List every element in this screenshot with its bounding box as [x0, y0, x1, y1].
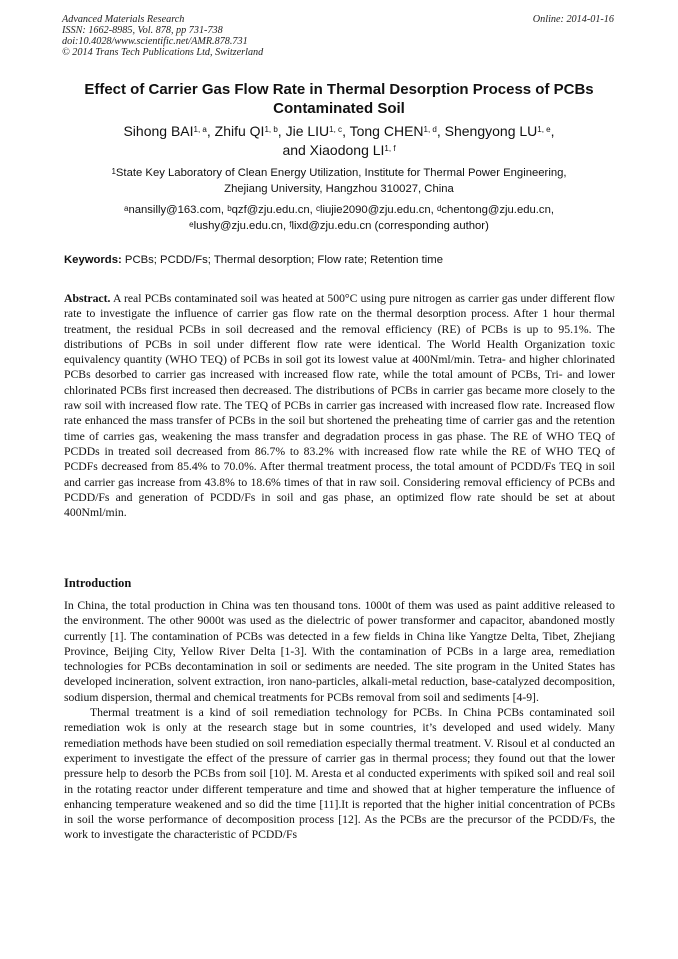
email-link[interactable]: qzf@zju.edu.cn,	[231, 204, 316, 216]
abstract-label: Abstract.	[64, 292, 111, 305]
issn-line: ISSN: 1662-8985, Vol. 878, pp 731-738	[62, 25, 223, 36]
author: Zhifu QI$^{1, b}$,	[214, 123, 286, 139]
author: Tong CHEN$^{1, d}$,	[349, 123, 445, 139]
journal-name: Advanced Materials Research	[62, 14, 185, 25]
introduction-body	[64, 598, 615, 843]
author: and Xiaodong LI$^{1, f}$	[282, 142, 396, 158]
journal-meta	[62, 14, 263, 58]
email-link[interactable]: liujie2090@zju.edu.cn,	[319, 204, 437, 216]
author: Sihong BAI$^{1, a}$,	[123, 123, 215, 139]
author: Jie LIU$^{1, c}$,	[285, 123, 350, 139]
email-link[interactable]: nansilly@163.com,	[128, 204, 228, 216]
email-link[interactable]: lixd@zju.edu.cn (corresponding author)	[291, 219, 489, 232]
abstract-text: A real PCBs contaminated soil was heated at 500°C using pure nitrogen as carrier gas under different flow rate to investigate the influence of carrier gas flow rate on the thermal desorption process. After 1 hour thermal treatment, the residual PCBs in soil decreased and the removal efficiency (RE) of PCBs is up to 95.1%. The distributions of PCBs in soil under different flow rate were identical. The World Health Organization toxic equivalency quantity (WHO TEQ) of PCBs in soil got its lowest value at 400Nml/min. Tetra- and higher chlorinated PCBs desorbed to carrier gas increased with increased flow rate, while the total amount of PCBs, Tri- and lower chlorinated PCBs first increased then decreased. The distributions of PCBs in carrier gas became more closely to the raw soil with increased flow rate. The TEQ of PCBs in carrier gas increased with increased flow rate. Increased flow rate enhanced the mass transfer of PCBs in the soil but shortened the preheating time of carrier gas and the retention time of carries gas, weakening the mass transfer and degradation process in gas phase. The RE of WHO TEQ of PCDDs in treated soil decreased from 86.7% to 83.2% with increased flow rate while the RE of WHO TEQ of PCDFs decreased from 85.4% to 70.0%. After thermal treatment process, the total amount of PCDD/Fs TEQ in soil and carrier gas increase from 43.8% to 18.6% times of that in raw soil. Considering removal efficiency of PCBs and PCDD/Fs and generation of PCDD/Fs in soil and gas phase, an optimized flow rate should be set at about 400Nml/min.	[64, 292, 615, 520]
online-date: Online: 2014-01-16	[532, 14, 614, 25]
author: Shengyong LU$^{1, e}$,	[444, 123, 555, 139]
keywords-text: PCBs; PCDD/Fs; Thermal desorption; Flow rate; Retention time	[121, 254, 444, 266]
copyright-line: © 2014 Trans Tech Publications Ltd, Switzerland	[62, 47, 264, 58]
abstract	[64, 291, 615, 520]
keywords	[64, 253, 624, 268]
paper-title: Effect of Carrier Gas Flow Rate in Thermal Desorption Process of PCBs Contaminated Soil	[84, 81, 594, 117]
paragraph: In China, the total production in China was ten thousand tons. 1000t of them was used as paint additive released to the environment. The other 9000t was used as the dielectric of power transformer and capacitor, abandoned mostly currently [1]. The contamination of PCBs was detected in a few fields in China like Yangtze Delta, Tibet, Zhejiang Province, Beijing City, Yellow River Delta [1-3]. With the contamination of PCBs in a large area, remediation technologies for PCBs decontamination in soil or sediments are needed. The site program in the United States has developed incineration, solvent extraction, iron nano-particles, alkali-metal reduction, base-catalyzed decomposition, sodium dispersion, thermal and chemical treatments for PCBs removal from soil and sediments [4-9].	[64, 599, 615, 704]
doi-line: doi:10.4028/www.scientific.net/AMR.878.731	[62, 36, 248, 47]
email-list: $^a$nansilly@163.com, $^b$qzf@zju.edu.cn, $^c$liujie2090@zju.edu.cn, $^d$chentong@zju.edu.cn, $^e$lushy@zju.edu.cn, $^f$lixd@zju.edu.cn (corresponding author)	[123, 204, 554, 232]
affiliation: $^1$State Key Laboratory of Clean Energy Utilization, Institute for Thermal Power Engineering, Zhejiang University, Hangzhou 310027, China	[111, 167, 567, 195]
paragraph: Thermal treatment is a kind of soil remediation technology for PCBs. In China PCBs contaminated soil remediation wok is only at the research stage but in some countries, it’s developed and used widely. Many remediation methods have been studied on soil remediation especially thermal treatment. V. Risoul et al conducted an experiment to investigate the effect of the pressure of carrier gas in thermal process; they found out that the lower pressure help to desorb the PCBs from soil [10]. M. Aresta et al conducted experiments with spiked soil and real soil in the rotating reactor under different temperature and time and showed that at higher temperature the influence of enhancing temperature weakened and so did the time [11].It is reported that the higher initial concentration of PCBs in soil the worse performance of decomposition process [12]. As the PCBs are the precursor of the PCDD/Fs, the work to investigate the characteristic of PCDD/Fs	[64, 706, 615, 842]
keywords-label: Keywords:	[64, 254, 122, 266]
email-link[interactable]: lushy@zju.edu.cn,	[193, 219, 290, 232]
email-link[interactable]: chentong@zju.edu.cn,	[441, 204, 554, 216]
author-list	[40, 122, 638, 160]
section-heading-introduction: Introduction	[64, 576, 132, 590]
